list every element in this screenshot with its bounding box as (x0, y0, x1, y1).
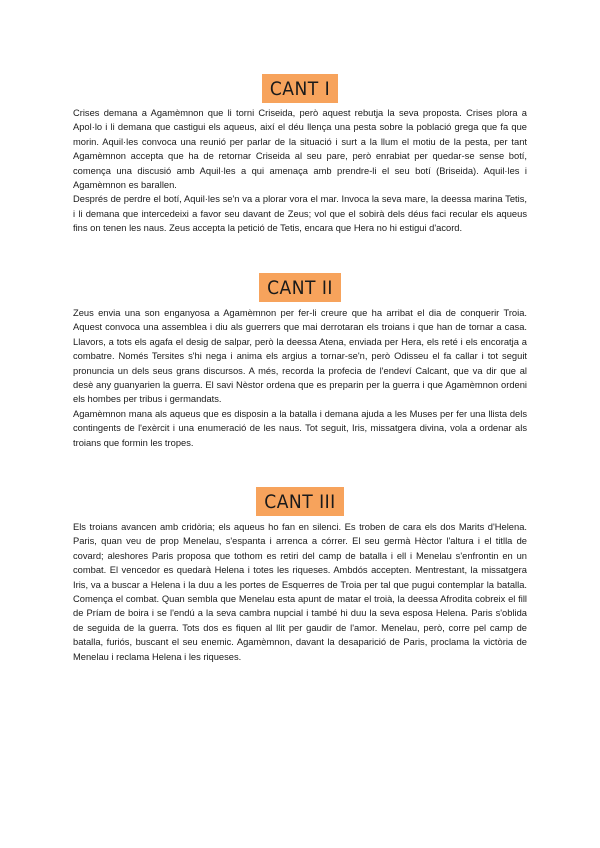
cant-1-title: CANT I (262, 74, 338, 103)
cant-2-paragraph-1: Zeus envia una son enganyosa a Agamèmnon per fer-li creure que ha arribat el dia de conquerir Troia. Aquest convoca una assemblea i diu als guerrers que mai derrotaran els troians i que han de tornar a casa. Llavors, a tots els agafa el desig de salpar, però la deessa Atena, enviada per Hera, els reté i els encoratja a combatre. Només Tersites s'hi nega i anima els argius a tornar-se'n, però Odisseu el fa callar i tot seguit pronuncia un dels seus grans discursos. A més, recorda la profecia de l'endeví Calcant, que va dir que al desè any guanyarien la guerra. El savi Nèstor ordena que es preparin per la guerra i que Agamèmnon ordeni els hombes per tribus i germandats. (73, 308, 527, 405)
cant-3-body (73, 520, 527, 664)
cant-1-paragraph-2: Després de perdre el botí, Aquil·les se'n va a plorar vora el mar. Invoca la seva mare, la deessa marina Tetis, i li demana que intercedeixi a favor seu davant de Zeus; vol que el sobirà dels déus faci recular els aqueus fins on tenen les naus. Zeus accepta la petició de Tetis, encara que Hera no hi estigui d'acord. (73, 194, 527, 234)
cant-2-paragraph-2: Agamèmnon mana als aqueus que es disposin a la batalla i demana ajuda a les Muses per fer una llista dels contingents de l'exèrcit i una enumeració de les naus. Tot seguit, Iris, missatgera divina, vola a ordenar als troians que formin les tropes. (73, 408, 527, 448)
cant-3-heading-wrap (0, 487, 600, 516)
cant-1-paragraph-1: Crises demana a Agamèmnon que li torni Criseida, però aquest rebutja la seva proposta. Crises plora a Apol·lo i li demana que castigui els aqueus, així el déu llença una pesta sobre la població grega que fa que morin. Aquil·les convoca una reunió per parlar de la situació i surt a la llum el motiu de la pesta, per tant Agamèmnon accepta que ha de retornar Criseida al seu pare, però enrabiat per quedar-se sense botí, comença una discusió amb Aquil·les a qui amenaça amb prendre-li el seu botí (Briseida). Aquil·les i Agamèmnon es barallen. (73, 108, 527, 191)
cant-2-heading-wrap (0, 273, 600, 302)
cant-3-paragraph-1: Els troians avancen amb cridòria; els aqueus ho fan en silenci. Es troben de cara els dos Marits d'Helena. Paris, quan veu de prop Menelau, s'espanta i arrenca a córrer. El seu germà Hèctor l'altura i el titlla de covard; aleshores Paris proposa que tothom es retiri del camp de batalla i ell i Menelau s'enfrontin en un combat. El vencedor es quedarà Helena i totes les riqueses. Ambdós accepten. Mentrestant, la missatgera Iris, va a buscar a Helena i la duu a les portes de Esquerres de Troia per tal que pugui contemplar la batalla. Comença el combat. Quan sembla que Menelau esta apunt de matar el troià, la deessa Afrodita cobreix el fill de Príam de boira i se l'endú a la seva cambra nupcial i també hi duu la seva esposa Helena. Paris s'oblida de seguida de la guerra. Tots dos es fiquen al llit per gaudir de l'amor. Menelau, però, corre pel camp de batalla, furiós, buscant el seu enemic. Agamèmnon, davant la desaparició de Paris, proclama la victòria de Menelau i reclama Helena i les riqueses. (73, 522, 527, 662)
cant-3-title: CANT III (256, 487, 343, 516)
cant-1-heading-wrap (0, 74, 600, 103)
cant-1-body (73, 106, 527, 236)
cant-2-title: CANT II (259, 273, 341, 302)
cant-2-body (73, 306, 527, 450)
